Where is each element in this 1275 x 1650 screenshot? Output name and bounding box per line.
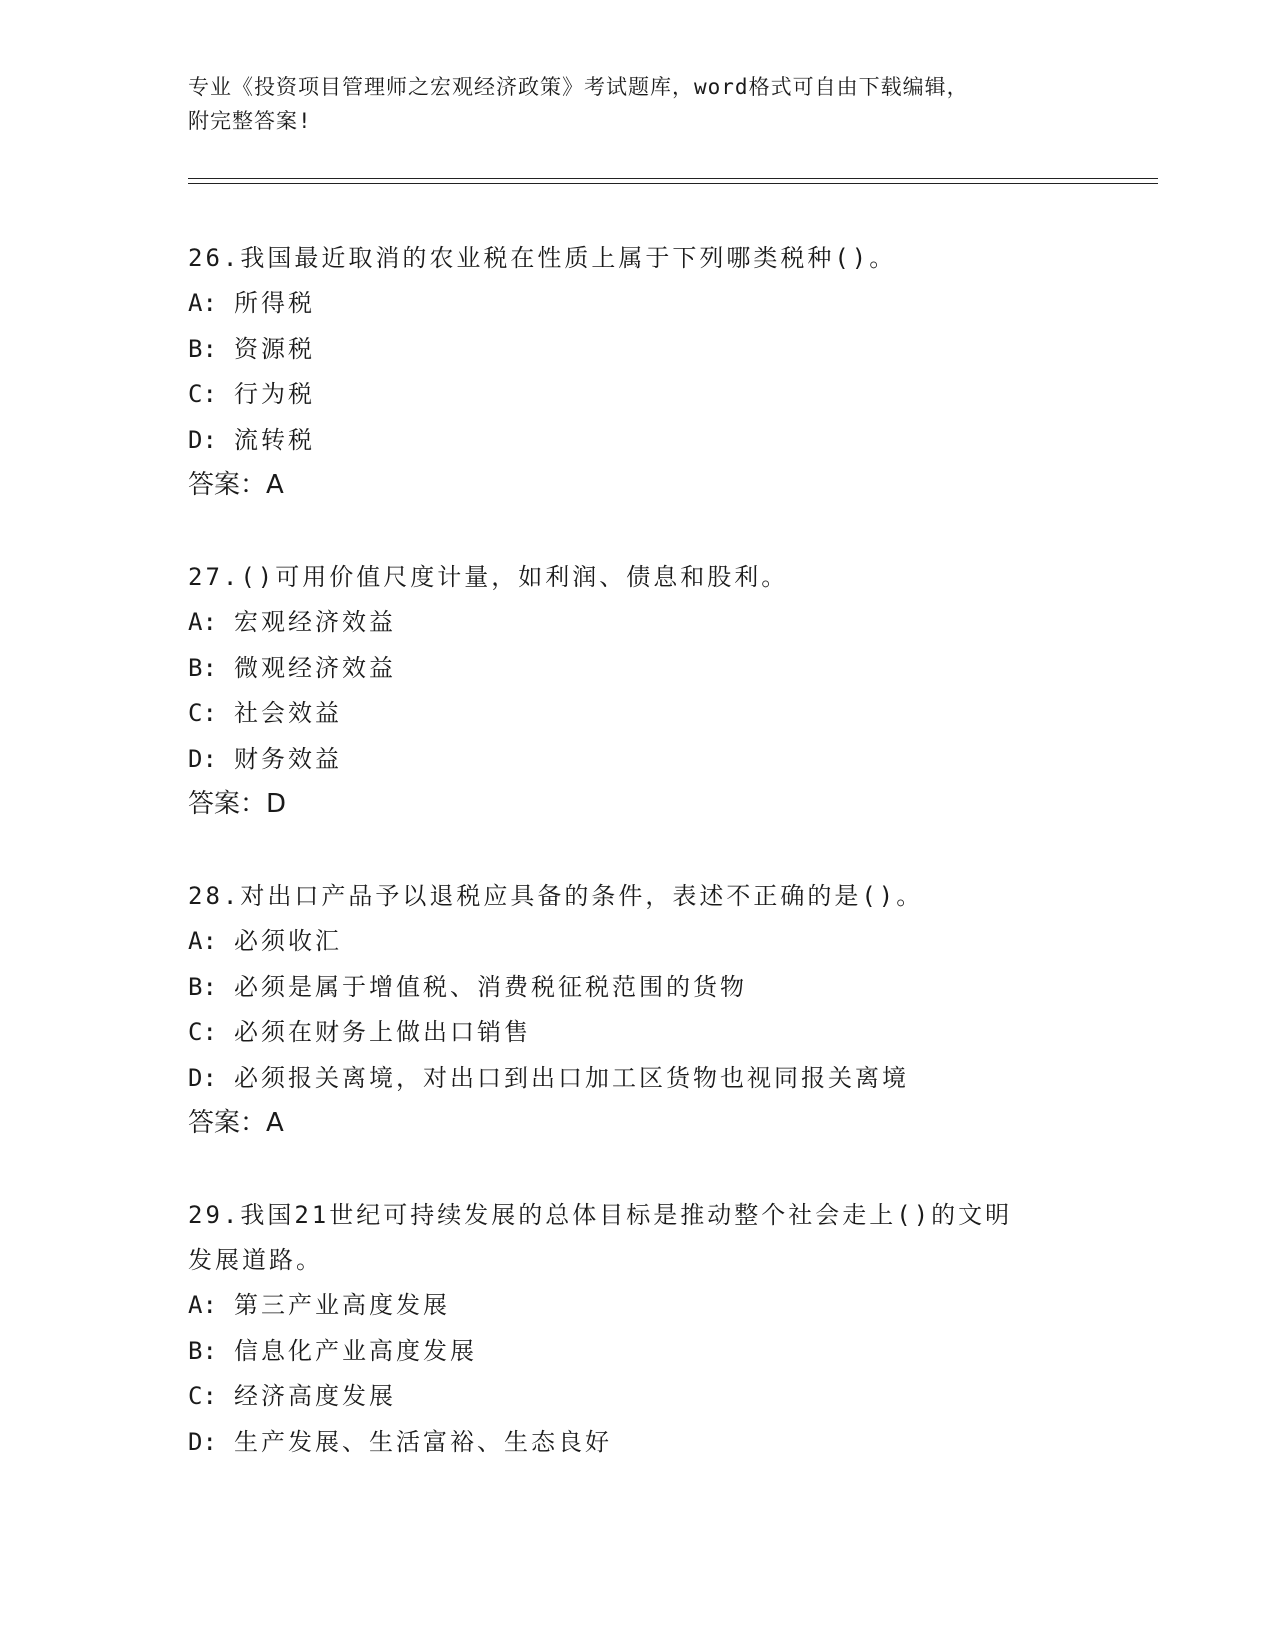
option-text: 资源税 — [234, 334, 315, 363]
option-d — [188, 1420, 1088, 1466]
option-letter: B: — [188, 972, 217, 1001]
option-text: 社会效益 — [234, 699, 342, 727]
option-text: 财务效益 — [234, 744, 342, 773]
option-text: 生产发展、生活富裕、生态良好 — [234, 1427, 612, 1456]
question-answer: 答案：A — [188, 1108, 284, 1138]
question-answer: 答案：A — [188, 470, 284, 500]
question-stem-line-1: 29.我国21世纪可持续发展的总体目标是推动整个社会走上()的文明 — [188, 1201, 1013, 1229]
header-line-2: 附完整答案! — [188, 109, 312, 133]
option-c — [188, 1010, 1088, 1056]
header-rule-top — [188, 178, 1158, 179]
option-letter: A: — [188, 608, 217, 636]
document-header — [188, 70, 1068, 138]
option-c — [188, 372, 1088, 418]
option-letter: B: — [188, 653, 217, 682]
question-list — [188, 236, 1088, 1512]
option-letter: C: — [188, 1018, 217, 1046]
option-letter: B: — [188, 1336, 217, 1365]
option-letter: D: — [188, 1063, 217, 1092]
option-text: 必须报关离境，对出口到出口加工区货物也视同报关离境 — [234, 1063, 909, 1092]
option-letter: D: — [188, 744, 217, 773]
option-text: 信息化产业高度发展 — [234, 1336, 477, 1365]
option-d — [188, 737, 1088, 783]
option-a — [188, 919, 1088, 965]
option-text: 流转税 — [234, 425, 315, 454]
option-b — [188, 327, 1088, 373]
question-stem: 28.对出口产品予以退税应具备的条件，表述不正确的是()。 — [188, 882, 924, 910]
option-d — [188, 418, 1088, 464]
option-text: 必须是属于增值税、消费税征税范围的货物 — [234, 972, 747, 1001]
option-c — [188, 1374, 1088, 1420]
option-b — [188, 1329, 1088, 1375]
header-line-1: 专业《投资项目管理师之宏观经济政策》考试题库，word格式可自由下载编辑， — [188, 75, 969, 99]
question-28 — [188, 874, 1088, 1146]
question-stem-line-2: 发展道路。 — [188, 1246, 323, 1274]
header-rule-bottom — [188, 183, 1158, 184]
option-b — [188, 965, 1088, 1011]
question-stem: 26.我国最近取消的农业税在性质上属于下列哪类税种()。 — [188, 244, 897, 272]
option-text: 必须在财务上做出口销售 — [234, 1018, 531, 1046]
option-text: 行为税 — [234, 380, 315, 408]
option-letter: D: — [188, 425, 217, 454]
option-text: 必须收汇 — [234, 927, 342, 955]
question-29 — [188, 1193, 1088, 1465]
option-letter: D: — [188, 1427, 217, 1456]
option-letter: A: — [188, 927, 217, 955]
option-letter: C: — [188, 699, 217, 727]
question-answer: 答案：D — [188, 789, 287, 819]
option-text: 经济高度发展 — [234, 1382, 396, 1410]
option-text: 宏观经济效益 — [234, 608, 396, 636]
option-letter: A: — [188, 1291, 217, 1319]
option-text: 第三产业高度发展 — [234, 1291, 450, 1319]
question-27 — [188, 555, 1088, 827]
option-d — [188, 1056, 1088, 1102]
option-a — [188, 600, 1088, 646]
option-a — [188, 281, 1088, 327]
option-b — [188, 646, 1088, 692]
question-26 — [188, 236, 1088, 508]
question-stem: 27.()可用价值尺度计量，如利润、债息和股利。 — [188, 563, 789, 591]
option-letter: A: — [188, 289, 217, 317]
option-c — [188, 691, 1088, 737]
option-text: 所得税 — [234, 289, 315, 317]
option-letter: C: — [188, 1382, 217, 1410]
option-a — [188, 1283, 1088, 1329]
option-text: 微观经济效益 — [234, 653, 396, 682]
option-letter: B: — [188, 334, 217, 363]
option-letter: C: — [188, 380, 217, 408]
